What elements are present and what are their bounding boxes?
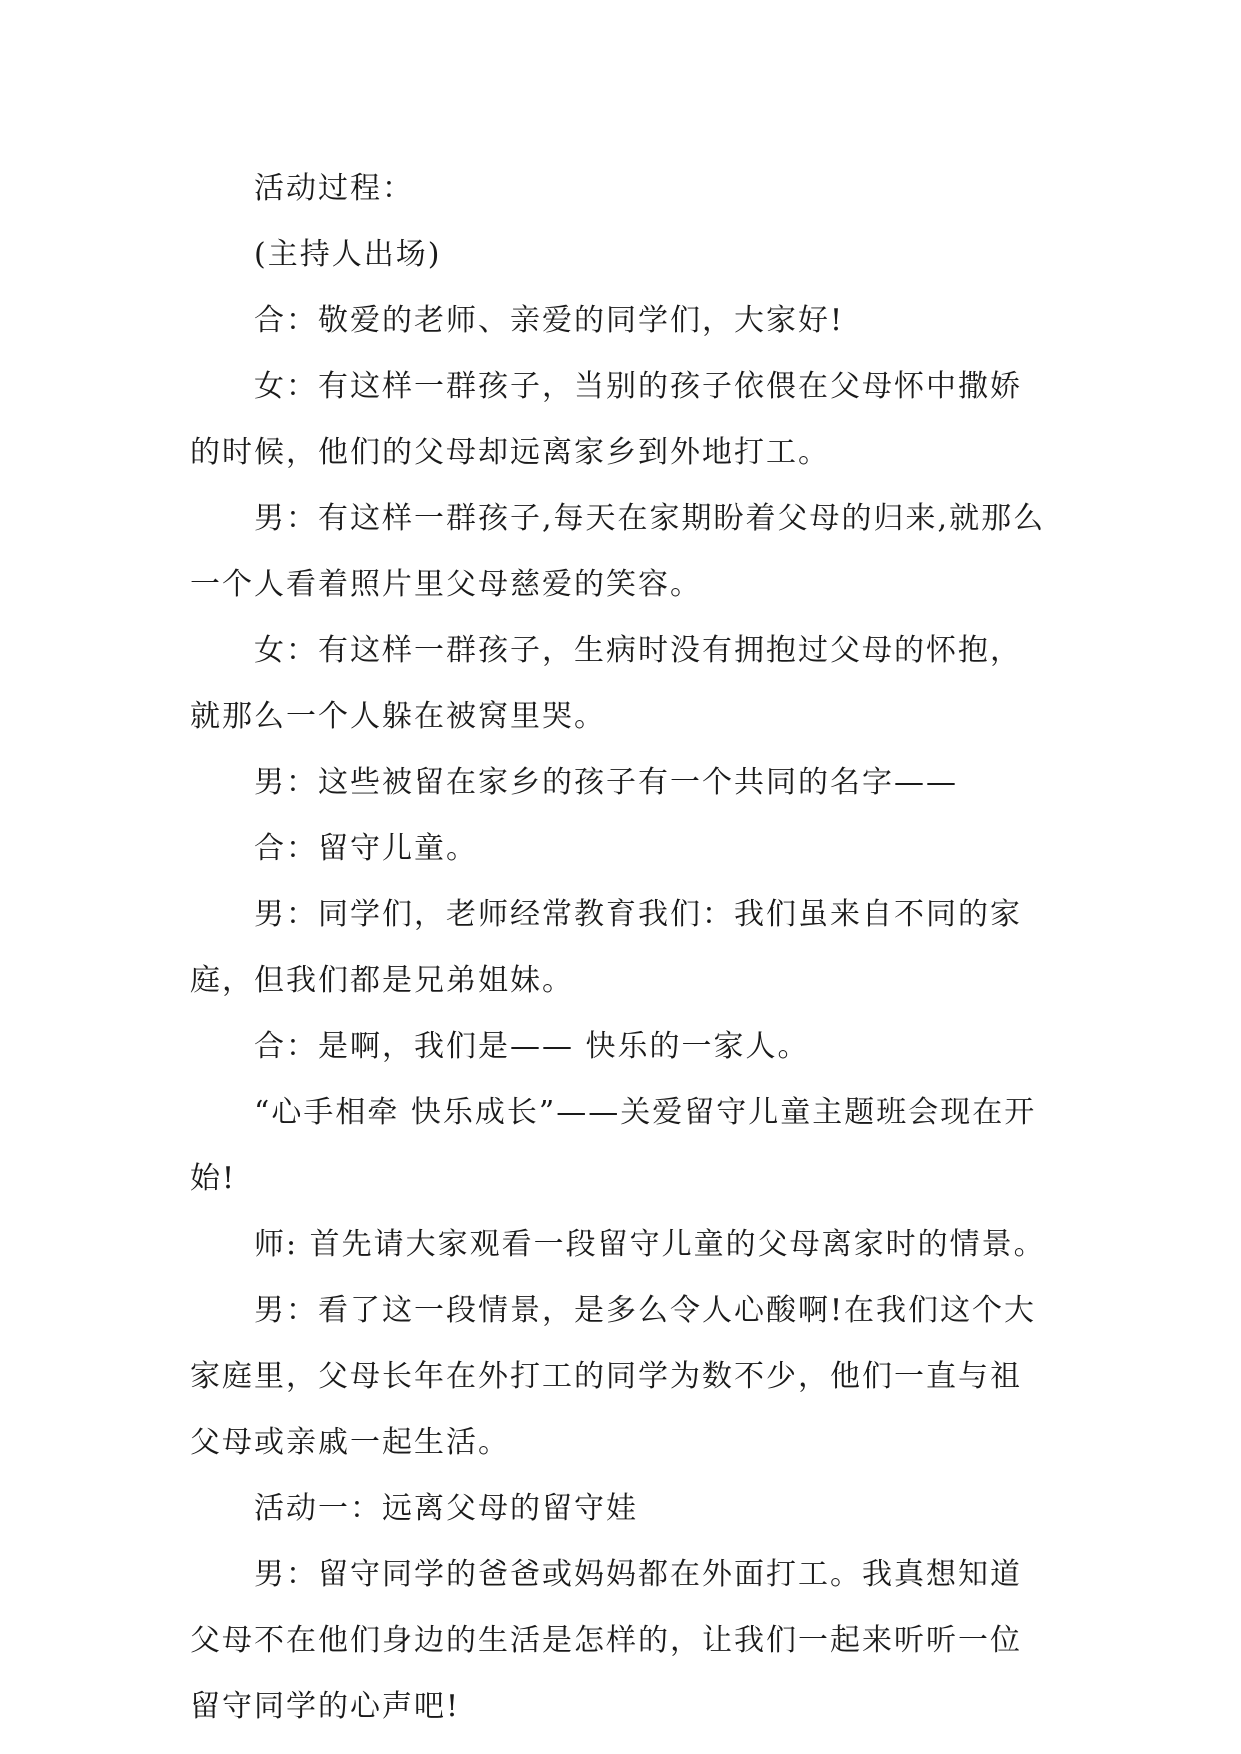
paragraph-male-3: 男：同学们，老师经常教育我们：我们虽来自不同的家庭，但我们都是兄弟姐妹。 (190, 897, 1022, 998)
paragraph-theme-start: “心手相牵 快乐成长”——关爱留守儿童主题班会现在开始! (190, 1095, 1037, 1196)
document-body (190, 156, 1050, 1740)
paragraph-greeting: 合：敬爱的老师、亲爱的同学们，大家好! (254, 303, 845, 338)
paragraph-male-2: 男：这些被留在家乡的孩子有一个共同的名字—— (254, 765, 958, 800)
paragraph-activity-one: 活动一：远离父母的留守娃 (254, 1491, 638, 1526)
paragraph-male-1: 男：有这样一群孩子,每天在家期盼着父母的归来,就那么一个人看着照片里父母慈爱的笑容。 (190, 501, 1046, 602)
paragraph-female-1: 女：有这样一群孩子，当别的孩子依偎在父母怀中撒娇的时候，他们的父母却远离家乡到外地打工。 (190, 369, 1022, 470)
paragraph-teacher: 师: 首先请大家观看一段留守儿童的父母离家时的情景。 (254, 1227, 1046, 1262)
paragraph-female-2: 女：有这样一群孩子，生病时没有拥抱过父母的怀抱，就那么一个人躲在被窝里哭。 (190, 633, 1022, 734)
paragraph-together-2: 合：是啊，我们是—— 快乐的一家人。 (254, 1029, 810, 1064)
paragraph-male-4: 男：看了这一段情景，是多么令人心酸啊!在我们这个大家庭里，父母长年在外打工的同学为数不少，他们一直与祖父母或亲戚一起生活。 (190, 1293, 1037, 1460)
paragraph-together-1: 合：留守儿童。 (254, 831, 478, 866)
paragraph-male-5: 男：留守同学的爸爸或妈妈都在外面打工。我真想知道父母不在他们身边的生活是怎样的，让我们一起来听听一位留守同学的心声吧! (190, 1557, 1022, 1724)
paragraph-activity-process: 活动过程： (254, 171, 414, 206)
paragraph-host-entrance: (主持人出场) (254, 237, 442, 272)
